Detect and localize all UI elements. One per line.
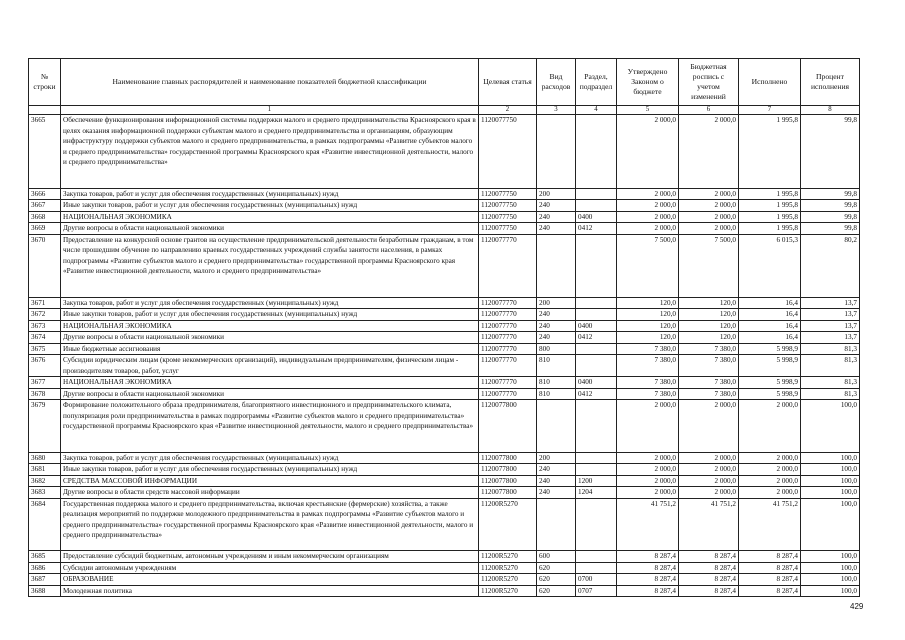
executed-amount-cell: 5 998,9 xyxy=(739,388,801,400)
percent-cell: 100,0 xyxy=(801,475,860,487)
column-index: 1 xyxy=(61,106,479,115)
column-index xyxy=(29,106,61,115)
target-article-cell: 1120077750 xyxy=(479,188,537,200)
percent-cell: 100,0 xyxy=(801,551,860,563)
table-row xyxy=(29,464,860,476)
percent-cell: 13,7 xyxy=(801,309,860,321)
target-article-cell: 1120077750 xyxy=(479,115,537,189)
approved-amount-cell: 2 000,0 xyxy=(617,400,679,453)
header-target-article: Целевая статья xyxy=(479,59,537,106)
header-approved: Утверждено Законом о бюджете xyxy=(617,59,679,106)
expense-type-cell: 240 xyxy=(537,487,576,499)
target-article-cell: 1120077770 xyxy=(479,377,537,389)
expense-type-cell: 810 xyxy=(537,355,576,377)
target-article-cell: 1120077800 xyxy=(479,464,537,476)
row-name-cell: Иные закупки товаров, работ и услуг для обеспечения государственных (муниципальных) нужд xyxy=(61,200,479,212)
target-article-cell: 1120077800 xyxy=(479,452,537,464)
approved-amount-cell: 7 500,0 xyxy=(617,234,679,297)
row-number-cell: 3676 xyxy=(29,355,61,377)
row-name-cell: НАЦИОНАЛЬНАЯ ЭКОНОМИКА xyxy=(61,211,479,223)
planned-amount-cell: 7 500,0 xyxy=(679,234,739,297)
section-cell: 0700 xyxy=(576,574,617,586)
expense-type-cell: 240 xyxy=(537,309,576,321)
expense-type-cell: 620 xyxy=(537,562,576,574)
percent-cell: 99,8 xyxy=(801,188,860,200)
column-index: 6 xyxy=(679,106,739,115)
target-article-cell: 1120077800 xyxy=(479,487,537,499)
approved-amount-cell: 41 751,2 xyxy=(617,498,679,551)
row-number-cell: 3680 xyxy=(29,452,61,464)
column-index: 2 xyxy=(479,106,537,115)
percent-cell: 13,7 xyxy=(801,332,860,344)
row-name-cell: Субсидии автономным учреждениям xyxy=(61,562,479,574)
table-row xyxy=(29,355,860,377)
section-cell: 0400 xyxy=(576,377,617,389)
executed-amount-cell: 1 995,8 xyxy=(739,188,801,200)
percent-cell: 81,3 xyxy=(801,355,860,377)
row-number-cell: 3668 xyxy=(29,211,61,223)
row-name-cell: Другие вопросы в области национальной экономики xyxy=(61,332,479,344)
section-cell xyxy=(576,343,617,355)
percent-cell: 80,2 xyxy=(801,234,860,297)
approved-amount-cell: 2 000,0 xyxy=(617,452,679,464)
target-article-cell: 1120077770 xyxy=(479,234,537,297)
section-cell xyxy=(576,498,617,551)
executed-amount-cell: 1 995,8 xyxy=(739,200,801,212)
section-cell: 0412 xyxy=(576,223,617,235)
row-number-cell: 3686 xyxy=(29,562,61,574)
table-header-row xyxy=(29,59,860,106)
section-cell: 0412 xyxy=(576,388,617,400)
percent-cell: 13,7 xyxy=(801,320,860,332)
executed-amount-cell: 2 000,0 xyxy=(739,487,801,499)
executed-amount-cell: 1 995,8 xyxy=(739,223,801,235)
row-number-cell: 3685 xyxy=(29,551,61,563)
executed-amount-cell: 8 287,4 xyxy=(739,562,801,574)
header-percent: Процент исполнения xyxy=(801,59,860,106)
row-name-cell: Субсидии юридическим лицам (кроме некоммерческих организаций), индивидуальным предпринимателям, физическим лицам - производителям товаров, работ, услуг xyxy=(61,355,479,377)
row-number-cell: 3681 xyxy=(29,464,61,476)
target-article-cell: 1120077770 xyxy=(479,332,537,344)
section-cell xyxy=(576,234,617,297)
planned-amount-cell: 2 000,0 xyxy=(679,200,739,212)
approved-amount-cell: 2 000,0 xyxy=(617,211,679,223)
planned-amount-cell: 2 000,0 xyxy=(679,487,739,499)
row-name-cell: НАЦИОНАЛЬНАЯ ЭКОНОМИКА xyxy=(61,320,479,332)
table-row xyxy=(29,234,860,297)
approved-amount-cell: 2 000,0 xyxy=(617,475,679,487)
approved-amount-cell: 120,0 xyxy=(617,320,679,332)
executed-amount-cell: 16,4 xyxy=(739,309,801,321)
expense-type-cell xyxy=(537,115,576,189)
target-article-cell: 1120077770 xyxy=(479,343,537,355)
row-name-cell: Иные закупки товаров, работ и услуг для обеспечения государственных (муниципальных) нужд xyxy=(61,464,479,476)
executed-amount-cell: 5 998,9 xyxy=(739,377,801,389)
executed-amount-cell: 2 000,0 xyxy=(739,475,801,487)
row-name-cell: Другие вопросы в области национальной экономики xyxy=(61,223,479,235)
row-name-cell: Закупка товаров, работ и услуг для обеспечения государственных (муниципальных) нужд xyxy=(61,297,479,309)
target-article-cell: 11200R5270 xyxy=(479,585,537,597)
row-name-cell: Формирование положительного образа предпринимателя, благоприятного инвестиционного и предпринимательского климата, популяризация роли предпринимательства в рамках подпрограммы «Развитие субъектов малого и среднего предпринимательства» государственной программы Красноярского края «Развитие инвестиционной деятельности, малого и среднего предпринимательства» xyxy=(61,400,479,453)
percent-cell: 81,3 xyxy=(801,343,860,355)
row-number-cell: 3666 xyxy=(29,188,61,200)
expense-type-cell: 240 xyxy=(537,332,576,344)
table-row xyxy=(29,343,860,355)
table-row xyxy=(29,223,860,235)
row-number-cell: 3687 xyxy=(29,574,61,586)
approved-amount-cell: 8 287,4 xyxy=(617,585,679,597)
approved-amount-cell: 2 000,0 xyxy=(617,223,679,235)
planned-amount-cell: 7 380,0 xyxy=(679,388,739,400)
planned-amount-cell: 7 380,0 xyxy=(679,377,739,389)
planned-amount-cell: 120,0 xyxy=(679,309,739,321)
row-number-cell: 3671 xyxy=(29,297,61,309)
row-name-cell: Государственная поддержка малого и среднего предпринимательства, включая крестьянские (фермерские) хозяйства, а также реализация мероприятий по поддержке молодежного предпринимательства в рамках подпрограммы «Развитие субъектов малого и среднего предпринимательства» государственной программы Красноярского края «Развитие инвестиционной деятельности, малого и среднего предпринимательства» xyxy=(61,498,479,551)
section-cell: 0400 xyxy=(576,320,617,332)
percent-cell: 99,8 xyxy=(801,200,860,212)
expense-type-cell xyxy=(537,234,576,297)
expense-type-cell xyxy=(537,400,576,453)
planned-amount-cell: 2 000,0 xyxy=(679,223,739,235)
executed-amount-cell: 1 995,8 xyxy=(739,115,801,189)
table-row xyxy=(29,320,860,332)
section-cell: 1204 xyxy=(576,487,617,499)
column-index: 5 xyxy=(617,106,679,115)
table-row xyxy=(29,332,860,344)
executed-amount-cell: 2 000,0 xyxy=(739,400,801,453)
approved-amount-cell: 2 000,0 xyxy=(617,464,679,476)
section-cell: 0412 xyxy=(576,332,617,344)
expense-type-cell: 620 xyxy=(537,585,576,597)
percent-cell: 100,0 xyxy=(801,464,860,476)
planned-amount-cell: 2 000,0 xyxy=(679,400,739,453)
expense-type-cell: 240 xyxy=(537,223,576,235)
row-name-cell: ОБРАЗОВАНИЕ xyxy=(61,574,479,586)
approved-amount-cell: 120,0 xyxy=(617,297,679,309)
row-number-cell: 3672 xyxy=(29,309,61,321)
planned-amount-cell: 2 000,0 xyxy=(679,115,739,189)
table-row xyxy=(29,452,860,464)
section-cell xyxy=(576,200,617,212)
expense-type-cell: 240 xyxy=(537,211,576,223)
percent-cell: 100,0 xyxy=(801,487,860,499)
approved-amount-cell: 7 380,0 xyxy=(617,343,679,355)
section-cell xyxy=(576,562,617,574)
section-cell xyxy=(576,464,617,476)
row-number-cell: 3665 xyxy=(29,115,61,189)
section-cell: 1200 xyxy=(576,475,617,487)
percent-cell: 13,7 xyxy=(801,297,860,309)
percent-cell: 100,0 xyxy=(801,452,860,464)
table-row xyxy=(29,487,860,499)
approved-amount-cell: 2 000,0 xyxy=(617,200,679,212)
column-index: 7 xyxy=(739,106,801,115)
header-executed: Исполнено xyxy=(739,59,801,106)
table-row xyxy=(29,377,860,389)
header-section: Раздел, подраздел xyxy=(576,59,617,106)
percent-cell: 100,0 xyxy=(801,400,860,453)
target-article-cell: 1120077770 xyxy=(479,297,537,309)
header-expense-type: Вид расходов xyxy=(537,59,576,106)
target-article-cell: 1120077770 xyxy=(479,320,537,332)
planned-amount-cell: 2 000,0 xyxy=(679,475,739,487)
row-name-cell: Иные закупки товаров, работ и услуг для обеспечения государственных (муниципальных) нужд xyxy=(61,309,479,321)
executed-amount-cell: 41 751,2 xyxy=(739,498,801,551)
row-number-cell: 3670 xyxy=(29,234,61,297)
table-row xyxy=(29,498,860,551)
row-name-cell: Молодежная политика xyxy=(61,585,479,597)
table-row xyxy=(29,309,860,321)
target-article-cell: 1120077800 xyxy=(479,400,537,453)
expense-type-cell: 240 xyxy=(537,320,576,332)
row-name-cell: НАЦИОНАЛЬНАЯ ЭКОНОМИКА xyxy=(61,377,479,389)
planned-amount-cell: 8 287,4 xyxy=(679,585,739,597)
row-name-cell: Закупка товаров, работ и услуг для обеспечения государственных (муниципальных) нужд xyxy=(61,452,479,464)
header-planned: Бюджетная роспись с учетом изменений xyxy=(679,59,739,106)
table-row xyxy=(29,211,860,223)
planned-amount-cell: 8 287,4 xyxy=(679,574,739,586)
approved-amount-cell: 7 380,0 xyxy=(617,355,679,377)
expense-type-cell: 620 xyxy=(537,574,576,586)
executed-amount-cell: 16,4 xyxy=(739,297,801,309)
target-article-cell: 1120077770 xyxy=(479,388,537,400)
column-index-row xyxy=(29,106,860,115)
table-row xyxy=(29,562,860,574)
row-number-cell: 3667 xyxy=(29,200,61,212)
planned-amount-cell: 7 380,0 xyxy=(679,355,739,377)
budget-table xyxy=(28,58,860,597)
executed-amount-cell: 8 287,4 xyxy=(739,551,801,563)
target-article-cell: 11200R5270 xyxy=(479,562,537,574)
table-row xyxy=(29,297,860,309)
planned-amount-cell: 2 000,0 xyxy=(679,452,739,464)
row-number-cell: 3675 xyxy=(29,343,61,355)
row-number-cell: 3679 xyxy=(29,400,61,453)
section-cell xyxy=(576,309,617,321)
executed-amount-cell: 16,4 xyxy=(739,332,801,344)
column-index: 3 xyxy=(537,106,576,115)
row-name-cell: Предоставление на конкурсной основе грантов на осуществление предпринимательской деятельности безработным гражданам, в том числе прошедшим обучение по направлению краевых государственных учреждений службы занятости населения, в рамках подпрограммы «Развитие субъектов малого и среднего предпринимательства» государственной программы Красноярского края «Развитие инвестиционной деятельности, малого и среднего предпринимательства» xyxy=(61,234,479,297)
target-article-cell: 11200R5270 xyxy=(479,574,537,586)
planned-amount-cell: 41 751,2 xyxy=(679,498,739,551)
planned-amount-cell: 8 287,4 xyxy=(679,551,739,563)
approved-amount-cell: 8 287,4 xyxy=(617,574,679,586)
planned-amount-cell: 120,0 xyxy=(679,297,739,309)
section-cell xyxy=(576,452,617,464)
section-cell xyxy=(576,400,617,453)
executed-amount-cell: 2 000,0 xyxy=(739,452,801,464)
executed-amount-cell: 6 015,3 xyxy=(739,234,801,297)
row-number-cell: 3673 xyxy=(29,320,61,332)
header-row-number: № строки xyxy=(29,59,61,106)
planned-amount-cell: 120,0 xyxy=(679,332,739,344)
expense-type-cell: 240 xyxy=(537,464,576,476)
section-cell xyxy=(576,115,617,189)
row-name-cell: Закупка товаров, работ и услуг для обеспечения государственных (муниципальных) нужд xyxy=(61,188,479,200)
target-article-cell: 1120077750 xyxy=(479,211,537,223)
approved-amount-cell: 2 000,0 xyxy=(617,115,679,189)
column-index: 8 xyxy=(801,106,860,115)
expense-type-cell: 240 xyxy=(537,475,576,487)
expense-type-cell: 200 xyxy=(537,297,576,309)
percent-cell: 99,8 xyxy=(801,115,860,189)
row-name-cell: Иные бюджетные ассигнования xyxy=(61,343,479,355)
expense-type-cell xyxy=(537,498,576,551)
target-article-cell: 11200R5270 xyxy=(479,498,537,551)
percent-cell: 81,3 xyxy=(801,388,860,400)
table-row xyxy=(29,585,860,597)
expense-type-cell: 600 xyxy=(537,551,576,563)
executed-amount-cell: 5 998,9 xyxy=(739,343,801,355)
expense-type-cell: 800 xyxy=(537,343,576,355)
approved-amount-cell: 120,0 xyxy=(617,332,679,344)
row-name-cell: Предоставление субсидий бюджетным, автономным учреждениям и иным некоммерческим организациям xyxy=(61,551,479,563)
table-row xyxy=(29,400,860,453)
row-number-cell: 3682 xyxy=(29,475,61,487)
section-cell xyxy=(576,188,617,200)
approved-amount-cell: 8 287,4 xyxy=(617,551,679,563)
executed-amount-cell: 2 000,0 xyxy=(739,464,801,476)
table-row xyxy=(29,574,860,586)
target-article-cell: 1120077800 xyxy=(479,475,537,487)
table-row xyxy=(29,200,860,212)
row-name-cell: Другие вопросы в области национальной экономики xyxy=(61,388,479,400)
section-cell xyxy=(576,551,617,563)
section-cell: 0400 xyxy=(576,211,617,223)
approved-amount-cell: 8 287,4 xyxy=(617,562,679,574)
planned-amount-cell: 8 287,4 xyxy=(679,562,739,574)
row-name-cell: СРЕДСТВА МАССОВОЙ ИНФОРМАЦИИ xyxy=(61,475,479,487)
executed-amount-cell: 1 995,8 xyxy=(739,211,801,223)
row-number-cell: 3669 xyxy=(29,223,61,235)
percent-cell: 100,0 xyxy=(801,498,860,551)
percent-cell: 81,3 xyxy=(801,377,860,389)
section-cell xyxy=(576,297,617,309)
target-article-cell: 1120077770 xyxy=(479,355,537,377)
section-cell xyxy=(576,355,617,377)
table-row xyxy=(29,388,860,400)
percent-cell: 100,0 xyxy=(801,562,860,574)
target-article-cell: 1120077750 xyxy=(479,200,537,212)
row-number-cell: 3688 xyxy=(29,585,61,597)
target-article-cell: 11200R5270 xyxy=(479,551,537,563)
table-row xyxy=(29,551,860,563)
row-number-cell: 3674 xyxy=(29,332,61,344)
header-name: Наименование главных распорядителей и наименование показателей бюджетной классификации xyxy=(61,59,479,106)
expense-type-cell: 240 xyxy=(537,200,576,212)
percent-cell: 99,8 xyxy=(801,223,860,235)
row-name-cell: Обеспечение функционирования информационной системы поддержки малого и среднего предпринимательства Красноярского края в целях оказания информационной поддержки субъектам малого и среднего предпринимательства и организациям, образующим инфраструктуру поддержки субъектов малого и среднего предпринимательства, в рамках подпрограммы «Развитие субъектов малого и среднего предпринимательства» государственной программы Красноярского края «Развитие инвестиционной деятельности, малого и среднего предпринимательства» xyxy=(61,115,479,189)
target-article-cell: 1120077750 xyxy=(479,223,537,235)
column-index: 4 xyxy=(576,106,617,115)
row-number-cell: 3684 xyxy=(29,498,61,551)
expense-type-cell: 200 xyxy=(537,188,576,200)
table-row xyxy=(29,188,860,200)
approved-amount-cell: 2 000,0 xyxy=(617,188,679,200)
target-article-cell: 1120077770 xyxy=(479,309,537,321)
executed-amount-cell: 8 287,4 xyxy=(739,585,801,597)
table-row xyxy=(29,115,860,189)
planned-amount-cell: 2 000,0 xyxy=(679,188,739,200)
row-number-cell: 3678 xyxy=(29,388,61,400)
table-body xyxy=(29,115,860,597)
percent-cell: 100,0 xyxy=(801,574,860,586)
approved-amount-cell: 2 000,0 xyxy=(617,487,679,499)
planned-amount-cell: 120,0 xyxy=(679,320,739,332)
executed-amount-cell: 16,4 xyxy=(739,320,801,332)
expense-type-cell: 200 xyxy=(537,452,576,464)
approved-amount-cell: 7 380,0 xyxy=(617,377,679,389)
row-number-cell: 3683 xyxy=(29,487,61,499)
planned-amount-cell: 7 380,0 xyxy=(679,343,739,355)
table-row xyxy=(29,475,860,487)
planned-amount-cell: 2 000,0 xyxy=(679,211,739,223)
executed-amount-cell: 8 287,4 xyxy=(739,574,801,586)
planned-amount-cell: 2 000,0 xyxy=(679,464,739,476)
approved-amount-cell: 7 380,0 xyxy=(617,388,679,400)
section-cell: 0707 xyxy=(576,585,617,597)
percent-cell: 100,0 xyxy=(801,585,860,597)
row-number-cell: 3677 xyxy=(29,377,61,389)
executed-amount-cell: 5 998,9 xyxy=(739,355,801,377)
expense-type-cell: 810 xyxy=(537,377,576,389)
row-name-cell: Другие вопросы в области средств массовой информации xyxy=(61,487,479,499)
page-number: 429 xyxy=(850,602,864,611)
percent-cell: 99,8 xyxy=(801,211,860,223)
approved-amount-cell: 120,0 xyxy=(617,309,679,321)
expense-type-cell: 810 xyxy=(537,388,576,400)
